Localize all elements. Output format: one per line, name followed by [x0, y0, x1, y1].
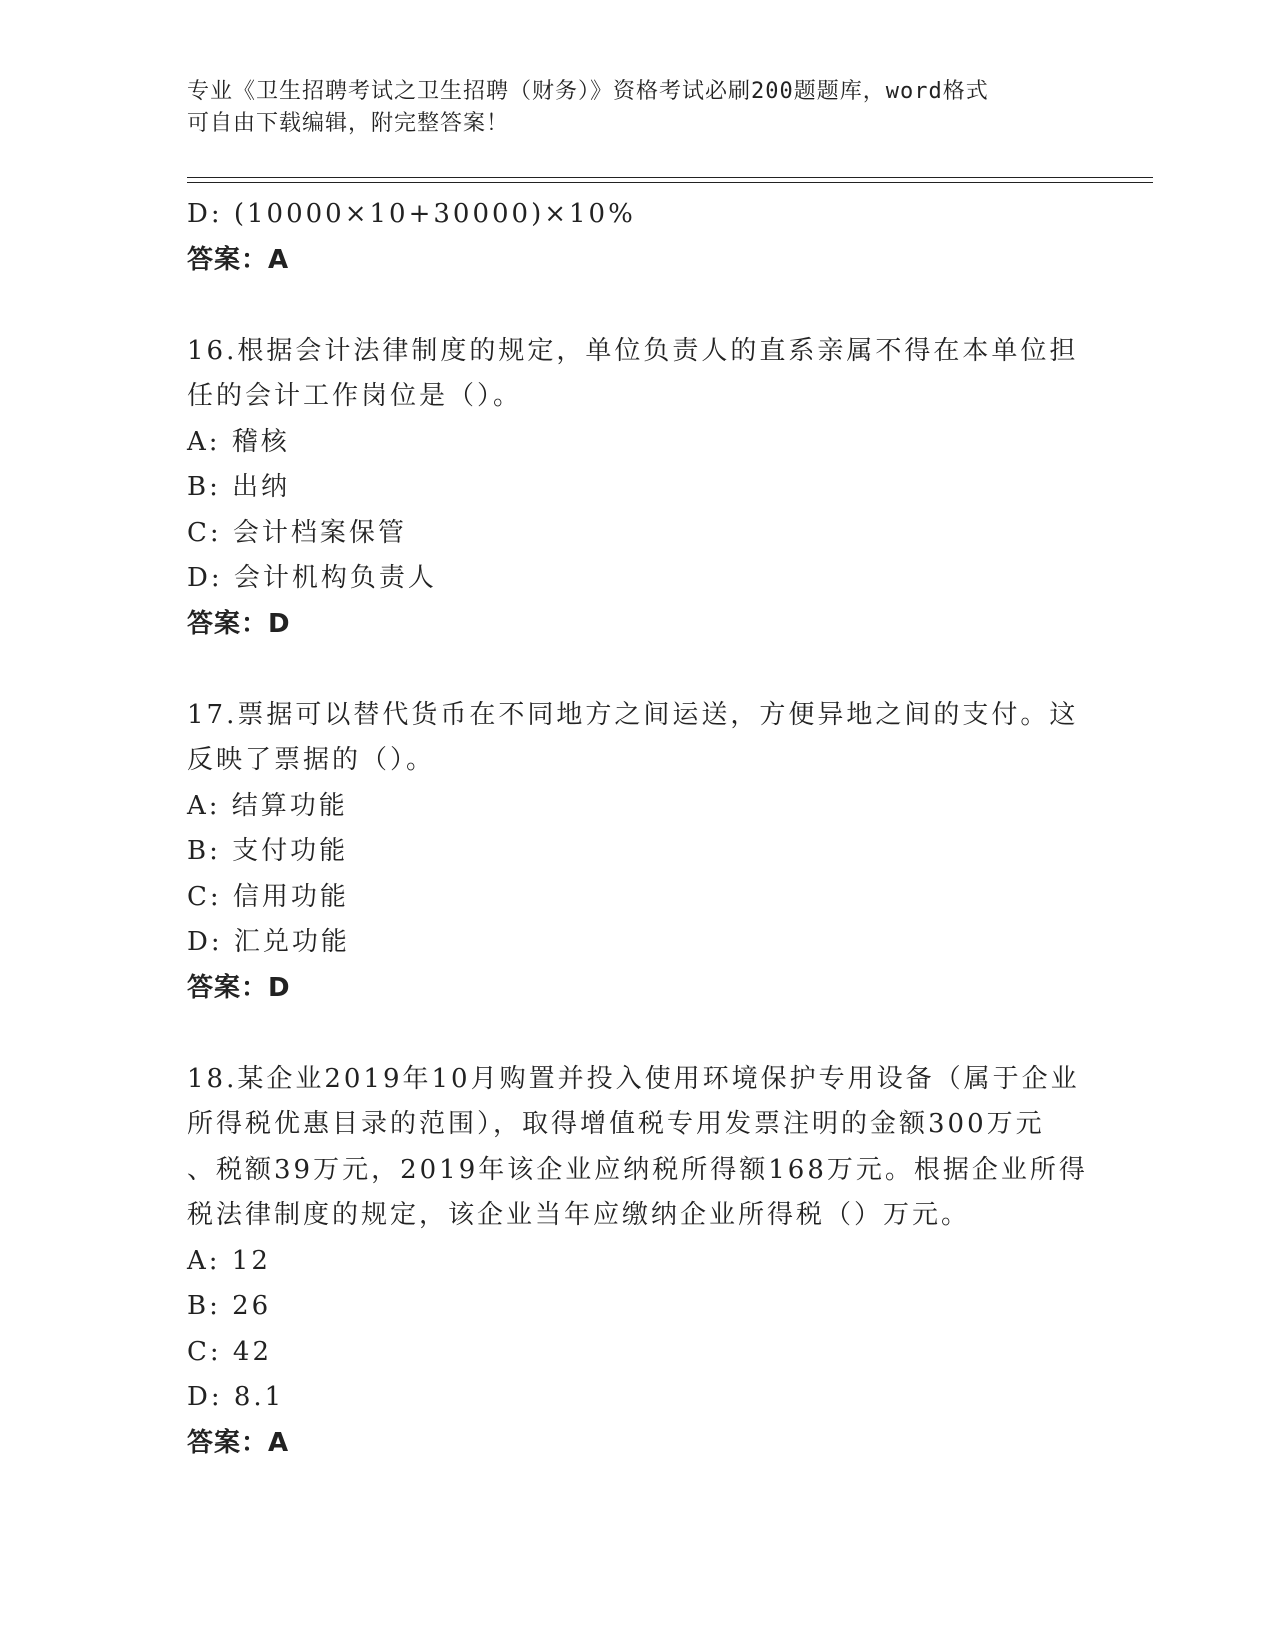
option-c: C: 信用功能 [187, 881, 349, 912]
question-stem-line: 16.根据会计法律制度的规定，单位负责人的直系亲属不得在本单位担 [187, 335, 1079, 366]
answer-line: 答案：D [187, 972, 291, 1003]
header-line-2: 可自由下载编辑，附完整答案！ [187, 111, 510, 136]
header-divider-bottom [187, 182, 1153, 183]
question-list [187, 192, 1087, 1466]
question-stem-line: 17.票据可以替代货币在不同地方之间运送，方便异地之间的支付。这 [187, 699, 1079, 730]
header-line-1: 专业《卫生招聘考试之卫生招聘（财务）》资格考试必刷200题题库，word格式 [187, 79, 989, 104]
header-divider-top [187, 177, 1153, 178]
question-stem-line: 税法律制度的规定，该企业当年应缴纳企业所得税（）万元。 [187, 1200, 971, 1230]
option-d: D: 会计机构负责人 [187, 563, 437, 593]
option-b: B: 支付功能 [187, 836, 349, 866]
option-c: C: 42 [187, 1336, 273, 1367]
option-d: D: (10000×10+30000)×10% [187, 199, 636, 229]
question-16 [187, 329, 1087, 648]
question-stem-line: 18.某企业2019年10月购置并投入使用环境保护专用设备（属于企业 [187, 1063, 1080, 1094]
answer-line: 答案：D [187, 608, 291, 639]
question-18 [187, 1057, 1087, 1467]
option-d: D: 8.1 [187, 1382, 285, 1412]
question-stem-line: 、税额39万元，2019年该企业应纳税所得额168万元。根据企业所得 [187, 1154, 1088, 1185]
answer-line: 答案：A [187, 244, 290, 275]
question-stem-line: 任的会计工作岗位是（）。 [187, 381, 523, 411]
option-b: B: 出纳 [187, 472, 291, 502]
option-b: B: 26 [187, 1291, 272, 1321]
document-header [187, 76, 1067, 140]
option-a: A: 12 [187, 1245, 271, 1276]
question-17 [187, 693, 1087, 1012]
question-stem-line: 反映了票据的（）。 [187, 745, 436, 775]
previous-question-tail [187, 192, 1087, 283]
option-a: A: 结算功能 [187, 790, 348, 821]
option-c: C: 会计档案保管 [187, 517, 407, 548]
option-a: A: 稽核 [187, 426, 290, 457]
answer-line: 答案：A [187, 1427, 290, 1458]
option-d: D: 汇兑功能 [187, 927, 350, 957]
question-stem-line: 所得税优惠目录的范围），取得增值税专用发票注明的金额300万元 [187, 1109, 1045, 1139]
